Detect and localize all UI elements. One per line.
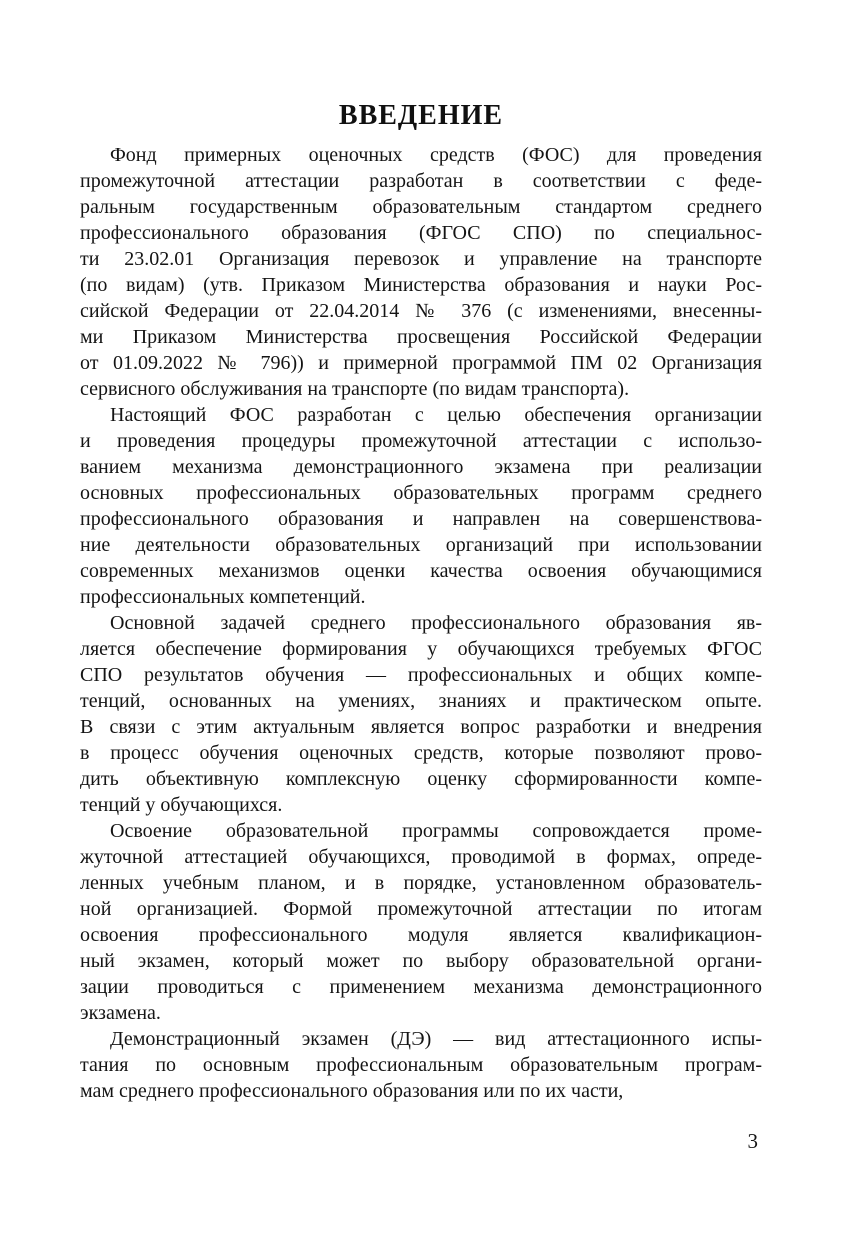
text-line: жуточной аттестацией обучающихся, проводимой в формах, опреде- [80, 846, 762, 868]
text-line: основных профессиональных образовательных программ среднего [80, 482, 762, 504]
paragraph [80, 818, 762, 1026]
text-line: Демонстрационный экзамен (ДЭ) — вид аттестационного испы- [110, 1028, 762, 1050]
text-line: и проведения процедуры промежуточной аттестации с использо- [80, 430, 762, 452]
text-line: (по видам) (утв. Приказом Министерства образования и науки Рос- [80, 274, 762, 296]
text-line: Освоение образовательной программы сопровождается проме- [110, 820, 762, 842]
paragraph [80, 610, 762, 818]
text-line: тания по основным профессиональным образовательным програм- [80, 1054, 762, 1076]
text-line: ленных учебным планом, и в порядке, установленном образователь- [80, 872, 762, 894]
paragraph [80, 142, 762, 402]
text-line: сийской Федерации от 22.04.2014 № 376 (с изменениями, внесенны- [80, 300, 762, 322]
text-line: профессионального образования и направлен на совершенствова- [80, 508, 762, 530]
text-body [80, 142, 762, 1104]
text-line: дить объективную комплексную оценку сформированности компе- [80, 768, 762, 790]
text-line: В связи с этим актуальным является вопрос разработки и внедрения [80, 716, 762, 738]
text-line: ральным государственным образовательным стандартом среднего [80, 196, 762, 218]
paragraph [80, 402, 762, 610]
text-line: тенций, основанных на умениях, знаниях и практическом опыте. [80, 690, 762, 712]
text-line: ти 23.02.01 Организация перевозок и управление на транспорте [80, 248, 762, 270]
page-content [80, 96, 762, 1104]
paragraph [80, 1026, 762, 1104]
text-line: СПО результатов обучения — профессиональных и общих компе- [80, 664, 762, 686]
text-line: промежуточной аттестации разработан в соответствии с феде- [80, 170, 762, 192]
text-line: мам среднего профессионального образования или по их части, [80, 1080, 624, 1102]
text-line: тенций у обучающихся. [80, 794, 283, 816]
text-line: Настоящий ФОС разработан с целью обеспечения организации [110, 404, 762, 426]
text-line: ванием механизма демонстрационного экзамена при реализации [80, 456, 762, 478]
text-line: освоения профессионального модуля является квалификацион- [80, 924, 762, 946]
text-line: от 01.09.2022 № 796)) и примерной программой ПМ 02 Организация [80, 352, 762, 374]
text-line: Фонд примерных оценочных средств (ФОС) для проведения [110, 144, 762, 166]
text-line: ние деятельности образовательных организаций при использовании [80, 534, 762, 556]
text-line: профессиональных компетенций. [80, 586, 366, 608]
text-line: ляется обеспечение формирования у обучающихся требуемых ФГОС [80, 638, 762, 660]
text-line: ной организацией. Формой промежуточной аттестации по итогам [80, 898, 762, 920]
text-line: в процесс обучения оценочных средств, которые позволяют прово- [80, 742, 762, 764]
text-line: зации проводиться с применением механизма демонстрационного [80, 976, 762, 998]
text-line: ми Приказом Министерства просвещения Российской Федерации [80, 326, 762, 348]
text-line: Основной задачей среднего профессионального образования яв- [110, 612, 762, 634]
text-line: сервисного обслуживания на транспорте (по видам транспорта). [80, 378, 630, 400]
page-title: ВВЕДЕНИЕ [338, 100, 504, 131]
text-line: профессионального образования (ФГОС СПО) по специальнос- [80, 222, 762, 244]
text-line: современных механизмов оценки качества освоения обучающимися [80, 560, 762, 582]
text-line: экзамена. [80, 1002, 161, 1024]
page-number: 3 [747, 1129, 758, 1153]
text-line: ный экзамен, который может по выбору образовательной органи- [80, 950, 762, 972]
